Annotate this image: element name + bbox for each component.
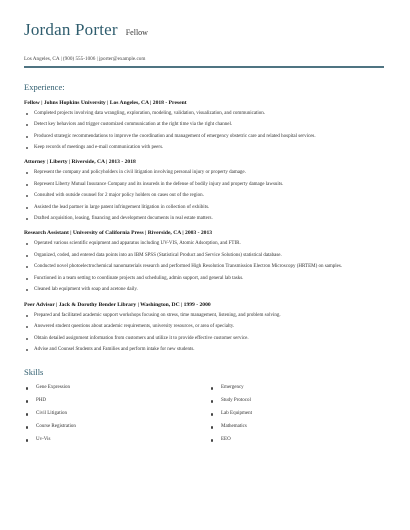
job-bullet: Consulted with outside counsel for 2 major policy holders on cases out of the region. (24, 193, 386, 199)
job-bullet: Represent the company and policyholders in civil litigation involving personal injury or property damage. (24, 170, 386, 176)
skill-item: Course Registration (24, 424, 199, 430)
skill-item: Civil Litigation (24, 411, 199, 417)
job-bullet: Answered student questions about academic requirements, university resources, or area of specialty. (24, 324, 386, 330)
job-bullet: Represent Liberty Mutual Insurance Company and its insureds in the defense of bodily injury and property damage lawsuits. (24, 182, 386, 188)
job-entry (24, 302, 386, 354)
job-bullet: Obtain detailed assignment information from customers and utilize it to provide effective customer service. (24, 336, 386, 342)
job-bullet: Conducted novel photoelectrochemical nanomaterials research and performed High Resolution Transmission Electron Microscopy (HRTEM) on samples. (24, 264, 386, 270)
job-bullets (24, 111, 386, 152)
job-heading: Attorney | Liberty | Riverside, CA | 2013 - 2018 (24, 159, 136, 166)
skill-item: Emergency (209, 385, 384, 391)
job-heading: Research Assistant | University of California Press | Riverside, CA | 2003 - 2013 (24, 230, 213, 237)
skill-item: Mathematics (209, 424, 384, 430)
job-bullet: Drafted acquisition, leasing, financing and development documents in real estate matters. (24, 216, 386, 222)
job-bullet: Advise and Counsel Students and Families and perform intake for new students. (24, 347, 386, 353)
skill-item: Lab Equipment (209, 411, 384, 417)
candidate-title: Fellow (125, 28, 148, 37)
job-bullet: Operated various scientific equipment and apparatus including UV-VIS, Atomic Adsorption, and FTIR. (24, 241, 386, 247)
job-bullet: Prepared and facilitated academic support workshops focusing on stress, time management, listening, and problem solving. (24, 313, 386, 319)
job-bullet: Keep records of meetings and e-mail communication with peers. (24, 145, 386, 151)
skill-item: EEO (209, 437, 384, 443)
skills-list (24, 385, 386, 450)
job-bullet: Assisted the lead partner in large patent infringement litigation in collection of exhibits. (24, 205, 386, 211)
experience-section-title: Experience: (24, 81, 65, 92)
job-heading: Peer Advisor | Jack & Dorothy Bender Library | Washington, DC | 1999 - 2000 (24, 301, 211, 308)
job-entry (24, 230, 386, 293)
job-bullet: Produced strategic recommendations to improve the coordination and management of emergency obstetric care and related hospital services. (24, 134, 386, 140)
skill-item: Study Protocol (209, 398, 384, 404)
skill-item: Uv-Vis (24, 437, 199, 443)
skills-section-title: Skills (24, 367, 44, 378)
job-bullet: Detect key behaviors and trigger customized communication at the right time via the right channel. (24, 122, 386, 128)
contact-line: Los Angeles, CA | (900) 555-1006 | jporter@example.com (24, 56, 146, 62)
job-entry (24, 100, 386, 152)
skill-item: Gene Expression (24, 385, 199, 391)
job-bullets (24, 313, 386, 354)
skill-item: PHD (24, 398, 199, 404)
job-bullet: Cleaned lab equipment with soap and acetone daily. (24, 287, 386, 293)
job-bullet: Functioned in a team setting to coordinate projects and scheduling, admin support, and general lab tasks. (24, 276, 386, 282)
resume-header (24, 20, 386, 40)
job-bullets (24, 241, 386, 293)
job-bullet: Completed projects involving data wrangling, exploration, modeling, validation, visualization, and communication. (24, 111, 386, 117)
job-heading: Fellow | Johns Hopkins University | Los Angeles, CA | 2018 - Present (24, 99, 187, 106)
header-divider (24, 66, 384, 68)
job-entry (24, 159, 386, 222)
job-bullet: Organized, coded, and entered data points into an IBM SPSS (Statistical Product and Service Solutions) statistical database. (24, 253, 386, 259)
job-bullets (24, 170, 386, 222)
candidate-name: Jordan Porter (24, 20, 118, 39)
